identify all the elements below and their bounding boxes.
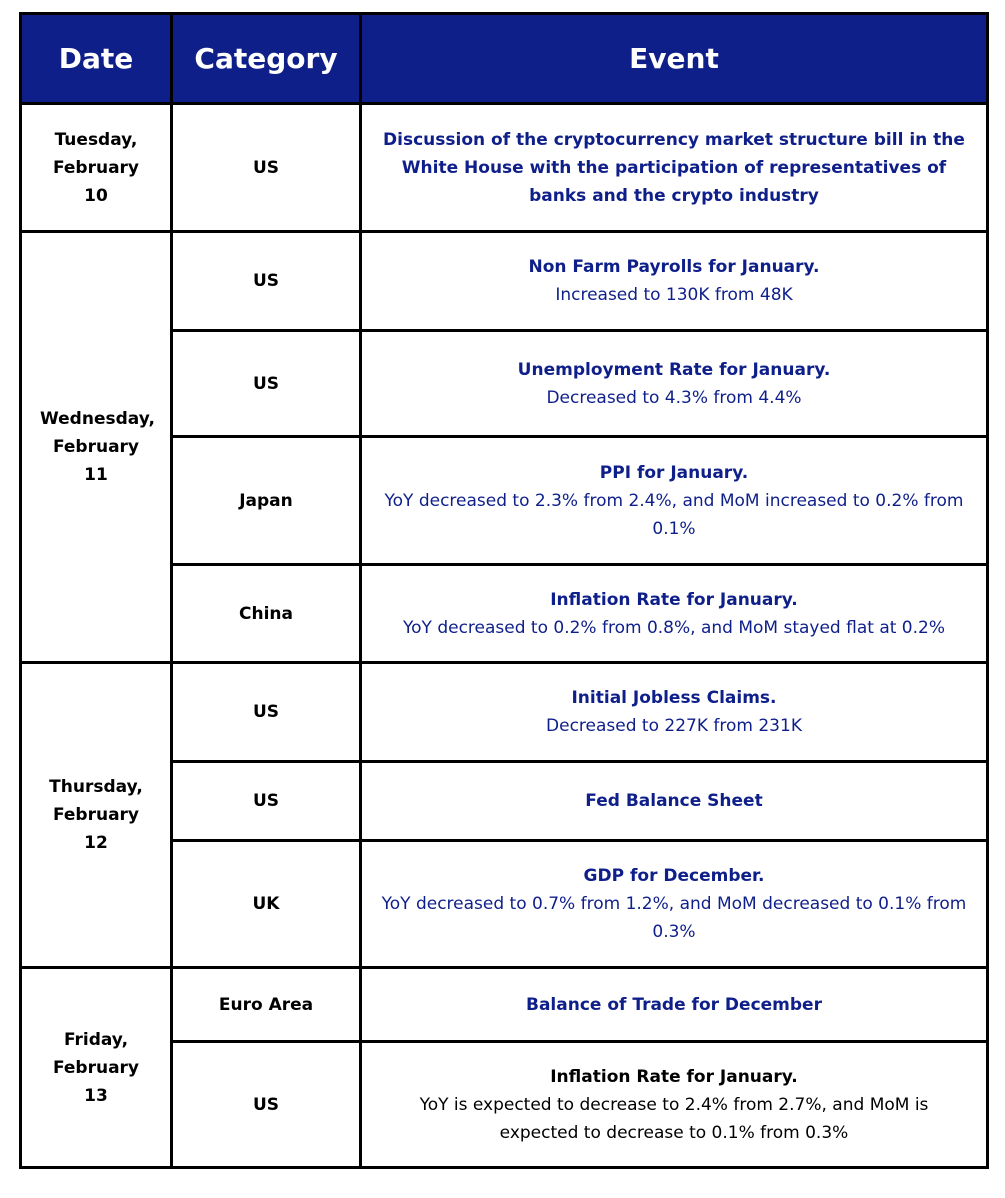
event-cell	[361, 331, 988, 437]
event-detail: YoY decreased to 0.2% from 0.8%, and MoM stayed flat at 0.2%	[403, 617, 945, 638]
category-cell: China	[172, 565, 361, 663]
event-cell	[361, 232, 988, 331]
event-cell-expected	[361, 1042, 988, 1168]
economic-calendar-table	[19, 12, 989, 1169]
category-cell: US	[172, 1042, 361, 1168]
date-cell-friday	[21, 968, 172, 1168]
event-title: PPI for January.	[599, 462, 749, 483]
table-row	[21, 663, 988, 762]
header-category: Category	[172, 14, 361, 104]
event-title: Fed Balance Sheet	[585, 791, 763, 811]
event-detail: Decreased to 227K from 231K	[546, 716, 802, 736]
event-cell	[361, 762, 988, 841]
date-day: February 10	[52, 157, 140, 206]
date-day: February 13	[52, 1057, 140, 1106]
date-day: February 11	[52, 437, 140, 485]
date-day: February 12	[52, 805, 140, 853]
header-event: Event	[361, 14, 988, 104]
date-weekday: Tuesday,	[54, 129, 138, 150]
category-cell: Euro Area	[172, 968, 361, 1042]
event-detail: YoY decreased to 2.3% from 2.4%, and MoM increased to 0.2% from 0.1%	[384, 490, 964, 539]
event-title: Initial Jobless Claims.	[571, 688, 777, 708]
table-row	[21, 232, 988, 331]
table-body	[21, 104, 988, 1168]
event-cell	[361, 437, 988, 565]
table-header	[21, 14, 988, 104]
category-cell: US	[172, 331, 361, 437]
date-weekday: Wednesday,	[40, 409, 155, 429]
event-title: Inflation Rate for January.	[550, 1066, 798, 1087]
category-cell: US	[172, 762, 361, 841]
date-cell-tuesday	[21, 104, 172, 232]
event-detail: Increased to 130K from 48K	[555, 285, 793, 305]
table-row	[21, 104, 988, 232]
table-row	[21, 968, 988, 1042]
date-weekday: Thursday,	[49, 777, 143, 797]
event-cell	[361, 565, 988, 663]
event-title: Non Farm Payrolls for January.	[528, 257, 820, 277]
category-cell: US	[172, 232, 361, 331]
category-cell: Japan	[172, 437, 361, 565]
category-cell: UK	[172, 841, 361, 968]
category-cell: US	[172, 663, 361, 762]
event-cell	[361, 104, 988, 232]
event-detail: YoY decreased to 0.7% from 1.2%, and MoM decreased to 0.1% from 0.3%	[381, 894, 967, 942]
event-detail: YoY is expected to decrease to 2.4% from 2.7%, and MoM is expected to decrease to 0.1% from 0.3%	[419, 1094, 929, 1143]
event-cell	[361, 663, 988, 762]
event-cell	[361, 841, 988, 968]
event-title: Balance of Trade for December	[526, 994, 822, 1015]
event-title: Discussion of the cryptocurrency market structure bill in the White House with the participation of representatives of banks and the crypto industry	[383, 129, 965, 206]
event-title: GDP for December.	[583, 866, 765, 886]
event-detail: Decreased to 4.3% from 4.4%	[546, 387, 802, 408]
date-weekday: Friday,	[63, 1029, 129, 1050]
header-row	[21, 14, 988, 104]
event-cell	[361, 968, 988, 1042]
event-title: Unemployment Rate for January.	[517, 359, 831, 380]
category-cell: US	[172, 104, 361, 232]
date-cell-wednesday	[21, 232, 172, 663]
date-cell-thursday	[21, 663, 172, 968]
header-date: Date	[21, 14, 172, 104]
event-title: Inflation Rate for January.	[550, 589, 798, 610]
